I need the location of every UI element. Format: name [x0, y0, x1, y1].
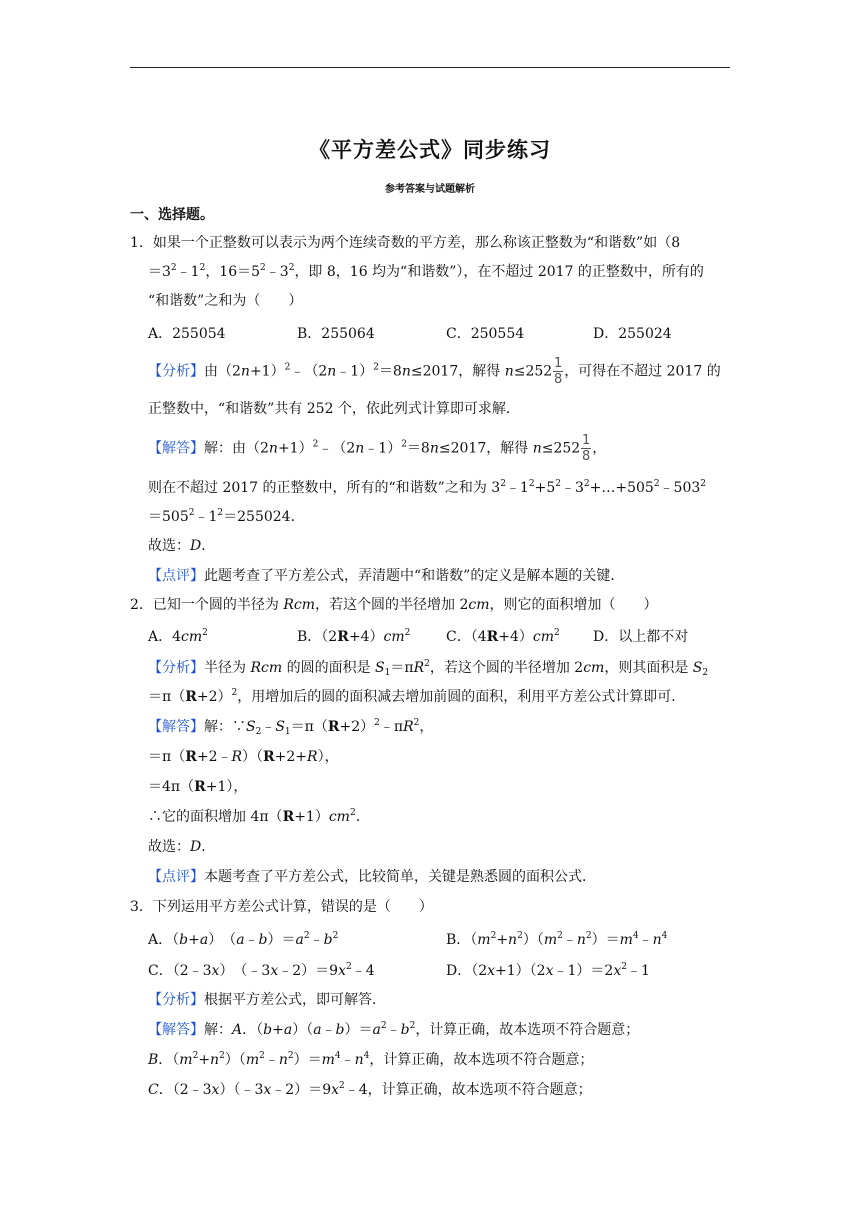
solution-tag: 【解答】: [148, 719, 204, 735]
q1-comment: 【点评】此题考查了平方差公式，弄清题中“和谐数”的定义是解本题的关键．: [148, 568, 625, 584]
q1-option-a: A．255054: [148, 326, 226, 342]
q3-option-d: D．$(2x+1)(2x﹣1)=2x^2﹣1$: [446, 962, 650, 979]
q1-solution-line-2: 则在不超过 2017 的正整数中，所有的“和谐数”之和为 $3^2﹣1^2+5^2﹣3^2+\dots+505^2﹣503^2$: [148, 479, 707, 496]
q2-solution-line-3: ＝4π（R+1），: [148, 779, 248, 795]
q3-option-c: C．（2﹣3x） $(﹣3x﹣2)=9x^2﹣4$: [148, 962, 375, 979]
q1-option-d: D．255024: [593, 326, 672, 342]
comment-tag: 【点评】: [148, 568, 204, 584]
q3-option-b: B．$(m^2+n^2)(m^2﹣n^2)=m^4﹣n^4$: [446, 931, 668, 948]
q2-analysis-line-1: 【分析】半径为 Rcm 的圆的面积是 $S_1=\pi R^2$，若这个圆的半径增加 2cm，则其面积是 $S_2$: [148, 659, 709, 678]
q2-solution-line-2: ＝π（R+2﹣R）（R+2+R），: [148, 749, 339, 765]
q1-option-c: C．250554: [446, 326, 525, 342]
q2-answer: 故选：D．: [148, 839, 216, 855]
q2-option-d: D．以上都不对: [593, 629, 689, 645]
document-subtitle: 参考答案与试题解析: [385, 184, 475, 195]
q2-comment: 【点评】本题考查了平方差公式，比较简单，关键是熟悉圆的面积公式．: [148, 869, 596, 885]
q3-solution-line-c: C．$(2﹣3x)(﹣3x﹣2)=9x^2﹣4$，计算正确，故本选项不符合题意；: [148, 1081, 592, 1098]
q1-option-b: B．255064: [297, 326, 375, 342]
header-rule: [130, 67, 730, 68]
q1-answer: 故选：D．: [148, 538, 216, 554]
q2-analysis-line-2: $=\pi(R+2)^2$，用增加后的圆的面积减去增加前圆的面积，利用平方差公式计算即可．: [148, 688, 686, 705]
q1-solution-line-1: 【解答】解：由$(2n+1)^2﹣(2n﹣1)^2=8n\le 2017$，解得 n≤252 $\frac{1}{8}$ ，: [148, 433, 607, 464]
analysis-tag: 【分析】: [148, 363, 204, 380]
solution-tag: 【解答】: [148, 440, 204, 457]
solution-tag: 【解答】: [148, 1022, 204, 1038]
q2-solution-line-4: ∴它的面积增加 $4\pi(R+1)cm^2$．: [148, 808, 370, 825]
q2-stem: 2．已知一个圆的半径为 Rcm，若这个圆的半径增加 2cm，则它的面积增加（ ）: [130, 597, 658, 613]
q1-stem-line-2: $=3^2﹣1^2$，$16=5^2﹣3^2$，即 8，16 均为“和谐数”），在不超过 2017 的正整数中，所有的: [148, 263, 704, 280]
q1-analysis-line-1: 【分析】由$(2n+1)^2﹣(2n﹣1)^2=8n\le 2017$，解得 n≤252 $\frac{1}{8}$ ，可得在不超过 2017 的: [148, 356, 721, 387]
document-title: 《平方差公式》同步练习: [309, 138, 551, 162]
q2-solution-line-1: 【解答】解：$\because S_2﹣S_1=\pi(R+2)^2﹣\pi R^2$，: [148, 718, 434, 737]
analysis-tag: 【分析】: [148, 660, 204, 676]
q2-option-c: C．$(4R+4)cm^2$: [446, 628, 560, 645]
q3-analysis: 【分析】根据平方差公式，即可解答．: [148, 992, 386, 1008]
q2-option-b: B．$(2R+4)cm^2$: [297, 628, 411, 645]
fraction-one-eighth: $\frac{1}{8}$: [582, 433, 591, 464]
q3-stem: 3．下列运用平方差公式计算，错误的是（ ）: [130, 899, 433, 915]
q1-stem-line-3: “和谐数”之和为（ ）: [148, 293, 303, 309]
q3-solution-line-a: 【解答】解：A．$(b+a)(a﹣b)=a^2﹣b^2$，计算正确，故本选项不符合题意；: [148, 1021, 640, 1038]
q1-stem-line-1: 1．如果一个正整数可以表示为两个连续奇数的平方差，那么称该正整数为“和谐数”如（8: [130, 235, 681, 251]
comment-tag: 【点评】: [148, 869, 204, 885]
q1-solution-line-3: $=505^2﹣1^2=255024$．: [148, 508, 305, 525]
q3-solution-line-b: B．$(m^2+n^2)(m^2﹣n^2)=m^4﹣n^4$，计算正确，故本选项不符合题意；: [148, 1051, 594, 1068]
q1-analysis-line-2: 正整数中，“和谐数”共有 252 个，依此列式计算即可求解．: [148, 401, 520, 417]
section-heading: 一、选择题。: [130, 207, 214, 223]
q2-option-a: A．$4cm^2$: [148, 628, 208, 645]
fraction-one-eighth: $\frac{1}{8}$: [554, 356, 563, 387]
analysis-tag: 【分析】: [148, 992, 204, 1008]
q3-option-a: A．（b+a） $(a﹣b)=a^2﹣b^2$: [148, 931, 339, 948]
